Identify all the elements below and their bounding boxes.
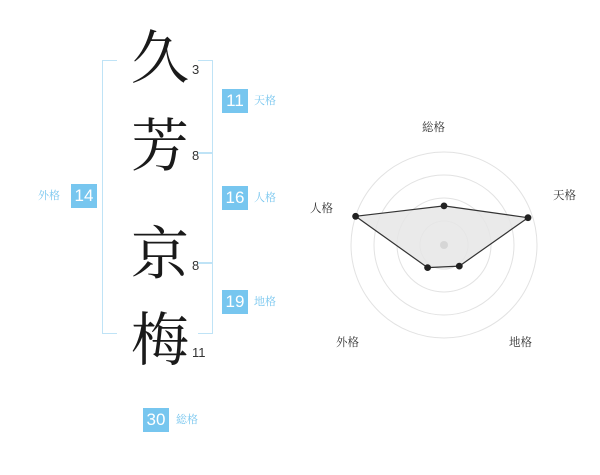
radar-point-chikaku [456, 263, 463, 270]
radar-data-polygon [356, 206, 528, 268]
score-label-chikaku: 地格 [254, 296, 276, 308]
radar-axis-label-chikaku: 地格 [509, 337, 532, 349]
score-box-jinkaku: 16 [222, 186, 248, 210]
kanji-char-1: 久 [130, 26, 189, 91]
radar-point-soukaku [441, 203, 448, 210]
score-label-soukaku: 総格 [176, 414, 198, 426]
kanji-char-4: 梅 [130, 308, 189, 373]
stroke-count-4: 11 [192, 345, 206, 360]
stroke-count-1: 3 [192, 62, 200, 77]
radar-point-jinkaku [352, 213, 359, 220]
kanji-char-2: 芳 [130, 114, 189, 179]
outer-bracket [102, 60, 117, 334]
radar-center-dot [440, 241, 448, 249]
radar-chart-panel [300, 0, 600, 470]
radar-axis-label-jinkaku: 人格 [310, 203, 333, 215]
kanji-char-3: 京 [130, 222, 189, 287]
stroke-count-2: 8 [192, 148, 200, 163]
score-label-jinkaku: 人格 [254, 192, 276, 204]
score-box-gaikaku: 14 [71, 184, 97, 208]
stroke-count-3: 8 [192, 258, 200, 273]
score-box-tenkaku: 11 [222, 89, 248, 113]
radar-point-gaikaku [424, 264, 431, 271]
score-box-soukaku: 30 [143, 408, 169, 432]
tenkaku-bracket [198, 60, 213, 154]
radar-axis-label-tenkaku: 天格 [553, 190, 576, 202]
radar-chart-svg [300, 0, 600, 470]
radar-point-tenkaku [525, 214, 532, 221]
score-box-chikaku: 19 [222, 290, 248, 314]
radar-axis-label-gaikaku: 外格 [336, 337, 359, 349]
jinkaku-bracket [198, 152, 213, 264]
name-stroke-panel [0, 0, 300, 470]
radar-axis-label-soukaku: 総格 [422, 122, 445, 134]
score-label-tenkaku: 天格 [254, 95, 276, 107]
chikaku-bracket [198, 262, 213, 334]
score-label-gaikaku: 外格 [38, 190, 60, 202]
